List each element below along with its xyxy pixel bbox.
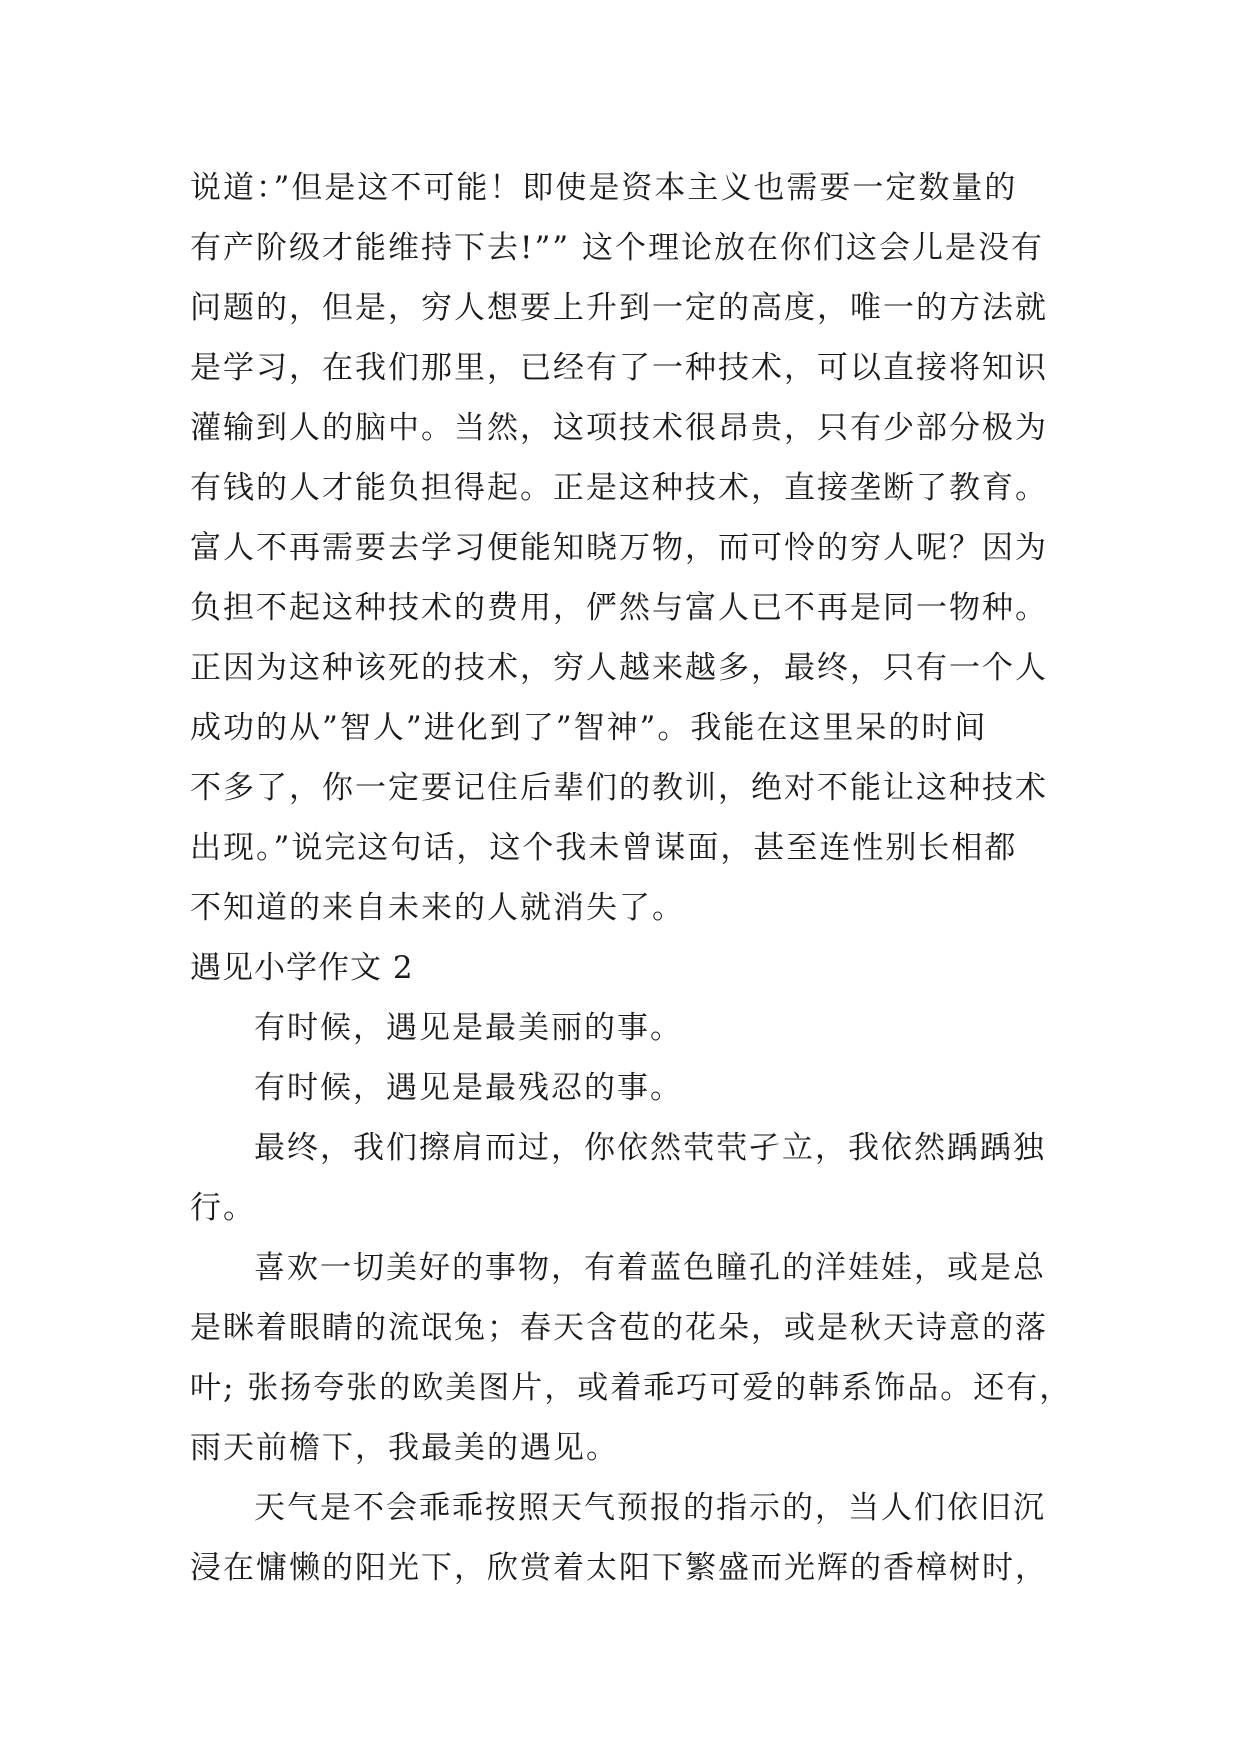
paragraph-line: 雨天前檐下，我最美的遇见。 (190, 1430, 619, 1466)
text-line: 说道：”但是这不可能！即使是资本主义也需要一定数量的 (190, 170, 1018, 206)
paragraph-line: 天气是不会乖乖按照天气预报的指示的，当人们依旧沉 (254, 1490, 1046, 1526)
paragraph-line: 浸在慵懒的阳光下，欣赏着太阳下繁盛而光辉的香樟树时， (190, 1550, 1048, 1586)
paragraph-line: 是眯着眼睛的流氓兔；春天含苞的花朵，或是秋天诗意的落 (190, 1310, 1048, 1346)
text-line: 富人不再需要去学习便能知晓万物，而可怜的穷人呢？因为 (190, 530, 1048, 566)
text-line: 灌输到人的脑中。当然，这项技术很昂贵，只有少部分极为 (190, 410, 1048, 446)
text-line: 问题的，但是，穷人想要上升到一定的高度，唯一的方法就 (190, 290, 1048, 326)
paragraph-line: 行。 (190, 1190, 256, 1226)
document-body (190, 158, 1073, 1598)
paragraph-line: 最终，我们擦肩而过，你依然茕茕孑立，我依然踽踽独 (254, 1130, 1046, 1166)
text-line: 成功的从”智人”进化到了”智神”。我能在这里呆的时间 (190, 710, 988, 746)
paragraph-line: 有时候，遇见是最美丽的事。 (254, 1010, 683, 1046)
paragraph-line: 有时候，遇见是最残忍的事。 (254, 1070, 683, 1106)
text-line: 不知道的来自未来的人就消失了。 (190, 890, 685, 926)
text-line: 不多了，你一定要记住后辈们的教训，绝对不能让这种技术 (190, 770, 1048, 806)
paragraph-line: 叶; 张扬夸张的欧美图片，或着乖巧可爱的韩系饰品。还有， (190, 1370, 1073, 1406)
text-line: 正因为这种该死的技术，穷人越来越多，最终，只有一个人 (190, 650, 1048, 686)
text-line: 出现。”说完这句话，这个我未曾谋面，甚至连性别长相都 (190, 830, 1018, 866)
text-line: 有钱的人才能负担得起。正是这种技术，直接垄断了教育。 (190, 470, 1048, 506)
section-title: 遇见小学作文 2 (190, 950, 414, 986)
paragraph-line: 喜欢一切美好的事物，有着蓝色瞳孔的洋娃娃，或是总 (254, 1250, 1046, 1286)
text-line: 有产阶级才能维持下去!”” 这个理论放在你们这会儿是没有 (190, 230, 1045, 266)
text-line: 是学习，在我们那里，已经有了一种技术，可以直接将知识 (190, 350, 1048, 386)
text-line: 负担不起这种技术的费用，俨然与富人已不再是同一物种。 (190, 590, 1048, 626)
